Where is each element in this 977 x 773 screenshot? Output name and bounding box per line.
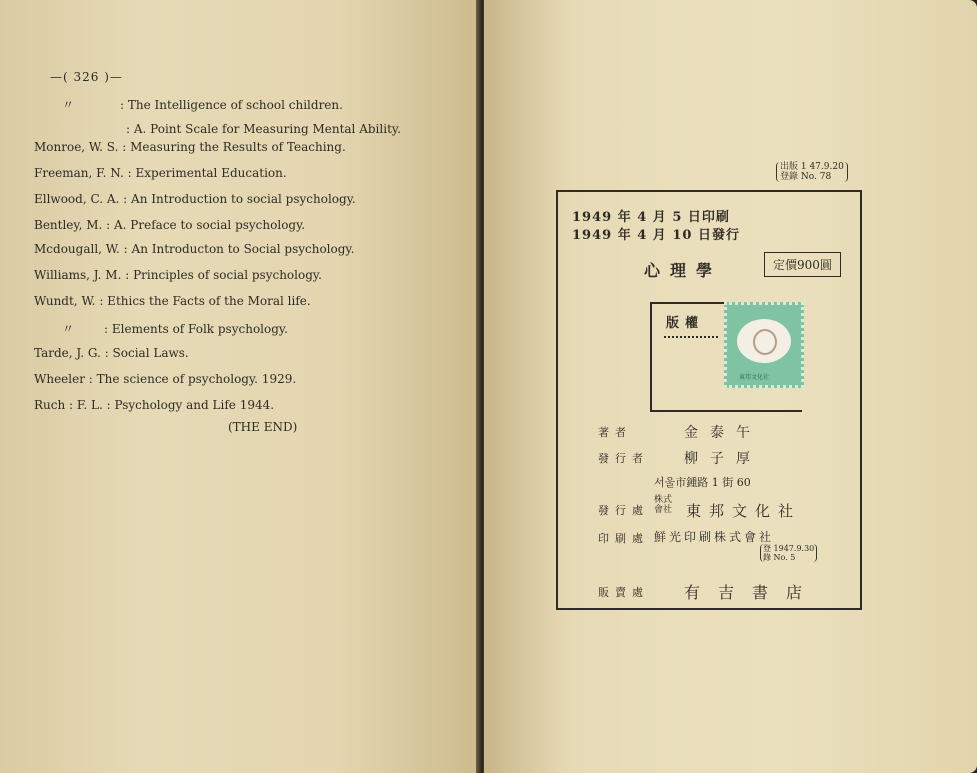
reference-title: : Elements of Folk psychology.	[104, 322, 288, 336]
seller-name: 有吉書店	[684, 583, 821, 602]
author-name: 金泰午	[684, 425, 762, 441]
registration-top	[776, 162, 848, 182]
printing-name: 鮮光印刷株式會社	[654, 530, 775, 544]
published-date: 1949 年 4 月 10 日發行	[572, 228, 740, 243]
reference-author: 〃	[62, 322, 75, 336]
reference-title: : F. L. : Psychology and Life 1944.	[69, 398, 275, 412]
reference-title: : A. Point Scale for Measuring Mental Ability.	[126, 122, 401, 136]
rights-underline	[664, 332, 718, 338]
reference-title: : Ethics the Facts of the Moral life.	[99, 294, 311, 308]
registration-mid-line2: 錄 No. 5	[763, 553, 796, 562]
book-title: 心理學	[644, 261, 723, 280]
reference-author: Freeman, F. N.	[34, 166, 124, 180]
reference-title: : A. Preface to social psychology.	[106, 218, 306, 232]
author-label: 著者	[598, 426, 632, 439]
reference-author: Williams, J. M.	[34, 268, 122, 282]
printing-label: 印刷處	[598, 532, 649, 545]
reference-author: Wheeler	[34, 372, 85, 386]
reference-entry	[34, 218, 305, 232]
publisher-person-label: 發行者	[598, 452, 649, 465]
publishing-house-name: 東邦文化社	[686, 502, 802, 520]
reference-author: Mcdougall, W.	[34, 242, 120, 256]
stamp-cancel-circle	[737, 319, 791, 363]
reference-title: : Principles of social psychology.	[125, 268, 322, 282]
company-prefix-2: 會社	[654, 504, 673, 515]
reference-title: : An Introduction to social psychology.	[123, 192, 356, 206]
reference-entry	[62, 320, 288, 337]
price: 定價900圓	[764, 252, 841, 277]
colophon-box	[556, 190, 862, 610]
reference-entry	[34, 346, 189, 360]
stamp-text: 東邦文化社	[739, 374, 770, 381]
reference-title: : The Intelligence of school children.	[120, 98, 343, 112]
reference-title: : An Introducton to Social psychology.	[123, 242, 355, 256]
seller-label: 販賣處	[598, 586, 649, 599]
registration-top-line2: 登錄 No. 78	[780, 172, 832, 182]
reference-entry	[62, 96, 343, 113]
reference-title: : Measuring the Results of Teaching.	[122, 140, 346, 154]
company-prefix	[654, 494, 672, 515]
reference-entry	[34, 372, 296, 386]
company-prefix-1: 株式	[654, 494, 673, 505]
reference-entry	[34, 398, 274, 412]
reference-entry	[34, 294, 311, 308]
reference-entry	[34, 140, 346, 154]
reference-title: : The science of psychology. 1929.	[88, 372, 297, 386]
registration-top-line1: 出版 1 47.9.20	[780, 162, 844, 172]
the-end: (THE END)	[228, 420, 298, 434]
reference-entry	[34, 192, 356, 206]
printed-date: 1949 年 4 月 5 日印刷	[572, 210, 730, 225]
reference-author: Bentley, M.	[34, 218, 103, 232]
reference-entry	[34, 268, 322, 282]
reference-title: : Experimental Education.	[127, 166, 287, 180]
reference-entry	[34, 242, 354, 256]
publisher-address: 서울市鍾路 1 街 60	[654, 476, 751, 489]
seal-icon	[753, 329, 777, 355]
publisher-person-name: 柳子厚	[684, 451, 762, 467]
reference-entry	[34, 166, 287, 180]
reference-author: Ellwood, C. A.	[34, 192, 120, 206]
registration-mid	[760, 544, 817, 562]
reference-author: Ruch	[34, 398, 66, 412]
reference-author: Monroe, W. S.	[34, 140, 119, 154]
reference-author: Wundt, W.	[34, 294, 96, 308]
reference-entry	[126, 122, 401, 136]
registration-mid-line1: 登 1947.9.30	[763, 544, 815, 553]
page-number: —( 326 )—	[50, 70, 123, 84]
rights-label: 版權	[666, 316, 705, 331]
revenue-stamp	[724, 302, 804, 388]
reference-author: 〃	[62, 98, 75, 112]
left-page	[0, 0, 480, 773]
publishing-house-label: 發行處	[598, 504, 649, 517]
reference-author: Tarde, J. G.	[34, 346, 101, 360]
reference-title: : Social Laws.	[104, 346, 189, 360]
